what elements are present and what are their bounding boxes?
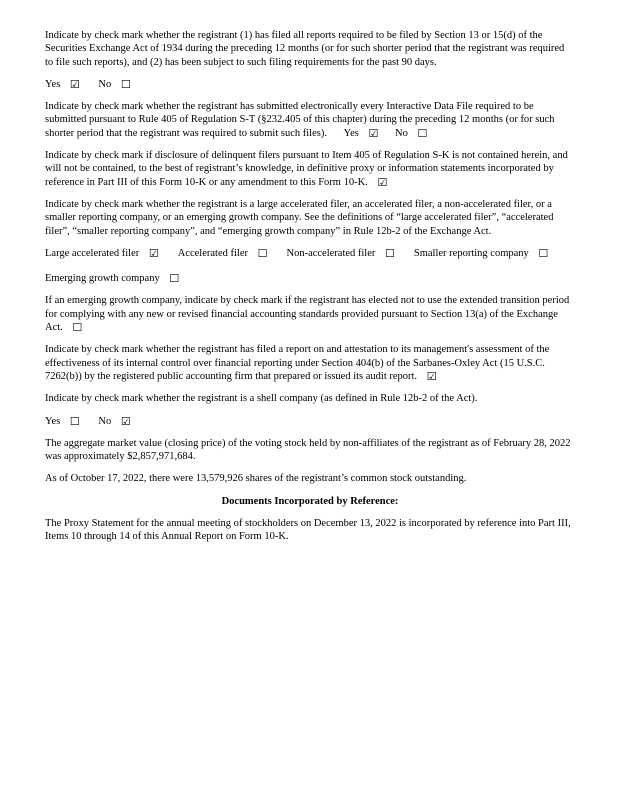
- yes-label: Yes: [343, 127, 359, 139]
- checkbox-interactive-data-yes-checked-icon: ☑: [368, 126, 379, 140]
- paragraph-interactive-data: [45, 100, 575, 140]
- checkbox-interactive-data-no-unchecked-icon: ☐: [417, 126, 428, 140]
- checkbox-shell-company-yes-unchecked-icon: ☐: [69, 414, 80, 428]
- paragraph-shares-outstanding: As of October 17, 2022, there were 13,579,926 shares of the registrant’s common stock outstanding.: [45, 473, 467, 485]
- yesno-row-filed-reports: [45, 78, 575, 91]
- filer-option-label: Non-accelerated filer: [286, 247, 376, 259]
- paragraph-interactive-data-text: Indicate by check mark whether the registrant has submitted electronically every Interactive Data File required to be submitted pursuant to Rule 405 of Regulation S-T (§232.405 of this chapter) during the preceding 12 months (or for such shorter period that the registrant was required to submit such files).: [45, 101, 555, 139]
- no-label: No: [395, 127, 408, 139]
- paragraph-proxy-statement: The Proxy Statement for the annual meeting of stockholders on December 13, 2022 is incorporated by reference into Part III, Items 10 through 14 of this Annual Report on Form 10-K.: [45, 518, 571, 543]
- paragraph-delinquent-filers: [45, 149, 575, 189]
- paragraph-delinquent-filers-text: Indicate by check mark if disclosure of delinquent filers pursuant to Item 405 of Regulation S-K is not contained herein, and will not be contained, to the best of registrant’s knowledge, in definitive proxy or information statements incorporated by reference in Part III of this Form 10-K or any amendment to this Form 10-K.: [45, 150, 568, 188]
- paragraph-filed-reports: Indicate by check mark whether the registrant (1) has filed all reports required to be filed by Section 13 or 15(d) of the Securities Exchange Act of 1934 during the preceding 12 months (or for such shorter period that the registrant was required to file such reports), and (2) has been subject to such filing requirements for the past 90 days.: [45, 30, 565, 68]
- filer-status-row: [45, 247, 575, 260]
- paragraph-market-value: The aggregate market value (closing price) of the voting stock held by non-affiliates of the registrant as of February 28, 2022 was approximately $2,857,971,684.: [45, 437, 571, 463]
- checkbox-smaller-reporting-company-unchecked-icon: ☐: [538, 246, 549, 260]
- filer-option-label: Large accelerated filer: [45, 247, 140, 259]
- filer-option-large-accelerated: [45, 247, 159, 260]
- no-label: No: [98, 78, 112, 90]
- yes-label: Yes: [45, 78, 61, 90]
- filer-option-smaller-reporting: [414, 247, 548, 260]
- filer-option-accelerated: [178, 247, 268, 260]
- paragraph-icfr-attestation-text: Indicate by check mark whether the registrant has filed a report on and attestation to its management's assessment of the effectiveness of its internal control over financial reporting under Section 404(b) of the Sarbanes-Oxley Act (15 U.S.C. 7262(b)) by the registered public accounting firm that prepared or issued its audit report.: [45, 344, 550, 382]
- documents-incorporated-heading: Documents Incorporated by Reference:: [221, 495, 399, 507]
- filer-option-non-accelerated: [286, 247, 394, 260]
- yes-label: Yes: [45, 415, 61, 427]
- checkbox-icfr-attestation-checked-icon: ☑: [426, 369, 437, 383]
- no-label: No: [98, 415, 112, 427]
- emerging-growth-row: [45, 272, 575, 285]
- checkbox-non-accelerated-filer-unchecked-icon: ☐: [385, 246, 395, 260]
- checkbox-shell-company-no-checked-icon: ☑: [120, 414, 131, 428]
- yesno-row-shell-company: [45, 415, 575, 428]
- paragraph-shell-company: Indicate by check mark whether the registrant is a shell company (as defined in Rule 12b-2 of the Act).: [45, 393, 478, 405]
- paragraph-filer-definitions: Indicate by check mark whether the registrant is a large accelerated filer, an accelerated filer, a non-accelerated filer, or a smaller reporting company, or an emerging growth company. See the definitions of “large accelerated filer”, “accelerated filer”, “smaller reporting company”, and “emerging growth company” in Rule 12b-2 of the Exchange Act.: [45, 198, 554, 237]
- checkbox-filed-reports-no-unchecked-icon: ☐: [120, 77, 131, 91]
- paragraph-extended-transition-text: If an emerging growth company, indicate by check mark if the registrant has elected not to use the extended transition period for complying with any new or revised financial accounting standards provided pursuant to Section 13(a) of the Exchange Act.: [45, 295, 570, 334]
- checkbox-extended-transition-unchecked-icon: ☐: [72, 321, 83, 335]
- filer-option-label: Smaller reporting company: [413, 247, 529, 259]
- paragraph-icfr-attestation: [45, 343, 575, 383]
- paragraph-extended-transition: [45, 294, 575, 334]
- checkbox-delinquent-disclosure-checked-icon: ☑: [377, 175, 388, 189]
- checkbox-emerging-growth-company-unchecked-icon: ☐: [169, 272, 180, 286]
- checkbox-accelerated-filer-unchecked-icon: ☐: [257, 246, 268, 260]
- checkbox-large-accelerated-filer-checked-icon: ☑: [148, 246, 159, 260]
- checkbox-filed-reports-yes-checked-icon: ☑: [69, 77, 80, 91]
- filer-option-label: Accelerated filer: [177, 247, 248, 259]
- emerging-growth-label: Emerging growth company: [45, 273, 160, 285]
